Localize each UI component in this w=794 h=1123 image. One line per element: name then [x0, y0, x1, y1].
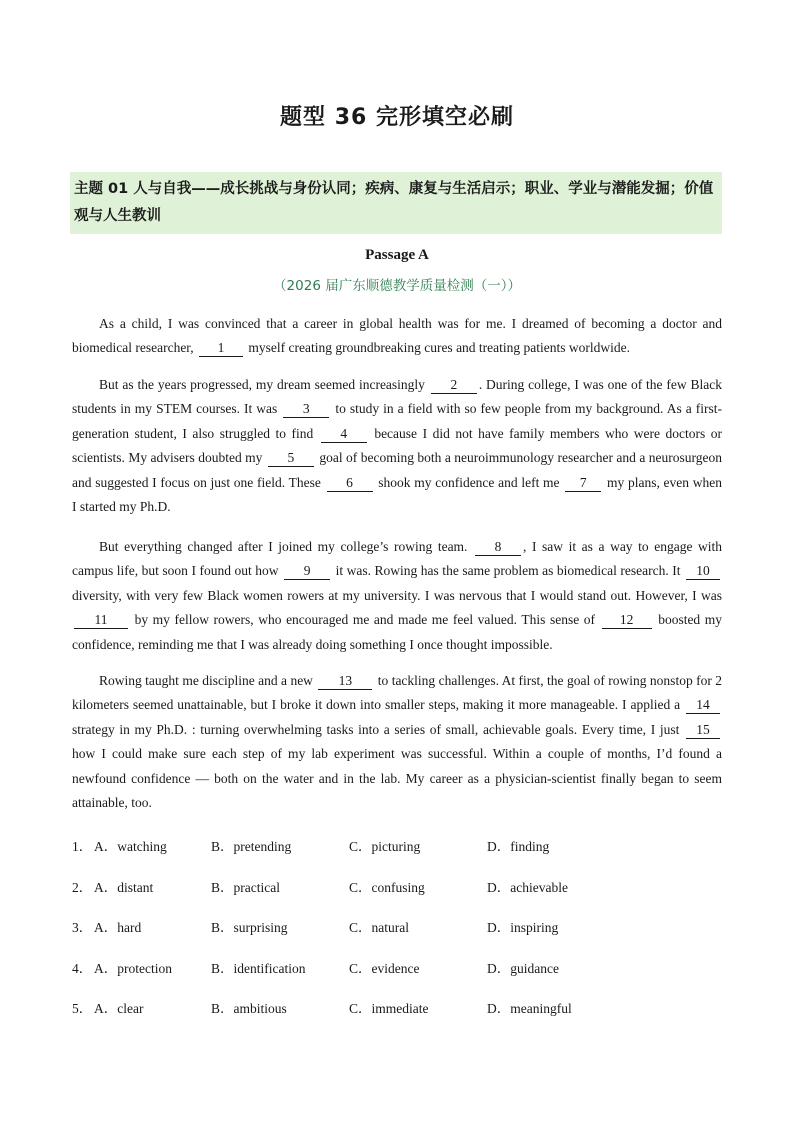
blank-3[interactable]: 3: [283, 401, 329, 418]
paragraph-text: But everything changed after I joined my college’s rowing team.: [99, 539, 468, 554]
blank-12[interactable]: 12: [602, 612, 652, 629]
paragraph-4: [72, 669, 722, 815]
blank-1[interactable]: 1: [199, 340, 243, 357]
paragraph-text: myself creating groundbreaking cures and treating patients worldwide.: [248, 340, 631, 356]
question-3: [72, 916, 732, 936]
question-number: 2．: [72, 880, 93, 895]
paragraph-text: because I did not have family members who were doctors or scientists. My advisers doubted my: [72, 425, 722, 466]
option-a[interactable]: A．hard: [94, 920, 142, 935]
blank-6[interactable]: 6: [327, 475, 373, 492]
question-1: [72, 835, 732, 855]
option-c[interactable]: C．picturing: [349, 839, 421, 854]
question-number: 1．: [72, 839, 93, 854]
question-number: 4．: [72, 961, 93, 976]
option-d[interactable]: D．guidance: [487, 961, 559, 976]
blank-13[interactable]: 13: [318, 673, 372, 690]
paragraph-text: diversity, with very few Black women rowers at my university. I was nervous that I would stand out. However, I was: [72, 587, 722, 603]
blank-4[interactable]: 4: [321, 426, 367, 443]
option-d[interactable]: D．achievable: [487, 880, 568, 895]
paragraph-text: to study in a field with so few people from my background. As a first-generation student, I also struggled to find: [72, 401, 722, 441]
option-c[interactable]: C．immediate: [349, 1001, 429, 1016]
blank-14[interactable]: 14: [686, 697, 720, 714]
option-a[interactable]: A．watching: [94, 839, 167, 854]
paragraph-text: As a child, I was convinced that a career in global health was for me. I dreamed of becoming a doctor and biomedical researcher,: [72, 316, 722, 356]
option-a[interactable]: A．protection: [94, 961, 172, 976]
paragraph-1: [72, 312, 722, 361]
option-d[interactable]: D．finding: [487, 839, 550, 854]
option-a[interactable]: A．distant: [94, 880, 154, 895]
question-number: 3．: [72, 920, 93, 935]
question-number: 5．: [72, 1001, 93, 1016]
blank-5[interactable]: 5: [268, 450, 314, 467]
paragraph-text: But as the years progressed, my dream seemed increasingly: [99, 377, 425, 392]
passage-source: （2026 届广东顺德教学质量检测（一））: [273, 278, 521, 294]
blank-7[interactable]: 7: [565, 475, 601, 492]
option-a[interactable]: A．clear: [94, 1001, 144, 1016]
paragraph-text: . During college, I was one of the few Black students in my STEM courses. It was: [72, 377, 723, 417]
paragraph-text: , I saw it as a way to engage with campus life, but soon I found out how: [72, 539, 723, 579]
theme-banner: 主题 01 人与自我——成长挑战与身份认同；疾病、康复与生活启示；职业、学业与潜能发掘；价值观与人生教训: [70, 172, 722, 234]
paragraph-text: Rowing taught me discipline and a new: [99, 673, 313, 688]
option-d[interactable]: D．inspiring: [487, 920, 559, 935]
option-b[interactable]: B．identification: [211, 961, 306, 976]
paragraph-text: how I could make sure each step of my lab experiment was successful. Within a couple of months, I’d found a newfound confidence — both on the water and in the lab. My career as a physician-scientist finally began to seem attainable, too.: [72, 746, 722, 811]
paragraph-text: by my fellow rowers, who encouraged me and made me feel valued. This sense of: [134, 612, 596, 628]
page-title: 题型 36 完形填空必刷: [280, 105, 514, 130]
blank-2[interactable]: 2: [431, 377, 477, 394]
option-b[interactable]: B．practical: [211, 880, 280, 895]
option-d[interactable]: D．meaningful: [487, 1001, 572, 1016]
option-c[interactable]: C．natural: [349, 920, 409, 935]
option-b[interactable]: B．surprising: [211, 920, 288, 935]
passage-title: Passage A: [365, 247, 429, 263]
blank-11[interactable]: 11: [74, 612, 128, 629]
paragraph-text: my plans, even when I started my Ph.D.: [72, 474, 723, 515]
question-4: [72, 957, 732, 977]
paragraph-3: [72, 535, 722, 657]
paragraph-2: [72, 373, 722, 519]
option-b[interactable]: B．ambitious: [211, 1001, 287, 1016]
paragraph-text: goal of becoming both a neuroimmunology researcher and a neurosurgeon and suggested I focus on just one field. These: [72, 450, 723, 490]
blank-8[interactable]: 8: [475, 539, 521, 556]
paragraph-text: it was. Rowing has the same problem as biomedical research. It: [335, 563, 681, 579]
option-c[interactable]: C．confusing: [349, 880, 425, 895]
paragraph-text: to tackling challenges. At first, the goal of rowing nonstop for 2 kilometers seemed unattainable, but I broke it down into smaller steps, making it more manageable. I applied a: [72, 673, 723, 713]
paragraph-text: strategy in my Ph.D. : turning overwhelming tasks into a series of small, achievable goals. Every time, I just: [72, 721, 680, 737]
question-5: [72, 997, 732, 1017]
question-2: [72, 876, 732, 896]
paragraph-text: boosted my confidence, reminding me that I was already doing something I once thought impossible.: [72, 612, 723, 652]
blank-10[interactable]: 10: [686, 563, 720, 580]
option-c[interactable]: C．evidence: [349, 961, 420, 976]
blank-15[interactable]: 15: [686, 722, 720, 739]
paragraph-text: shook my confidence and left me: [378, 474, 560, 490]
blank-9[interactable]: 9: [284, 563, 330, 580]
option-b[interactable]: B．pretending: [211, 839, 292, 854]
